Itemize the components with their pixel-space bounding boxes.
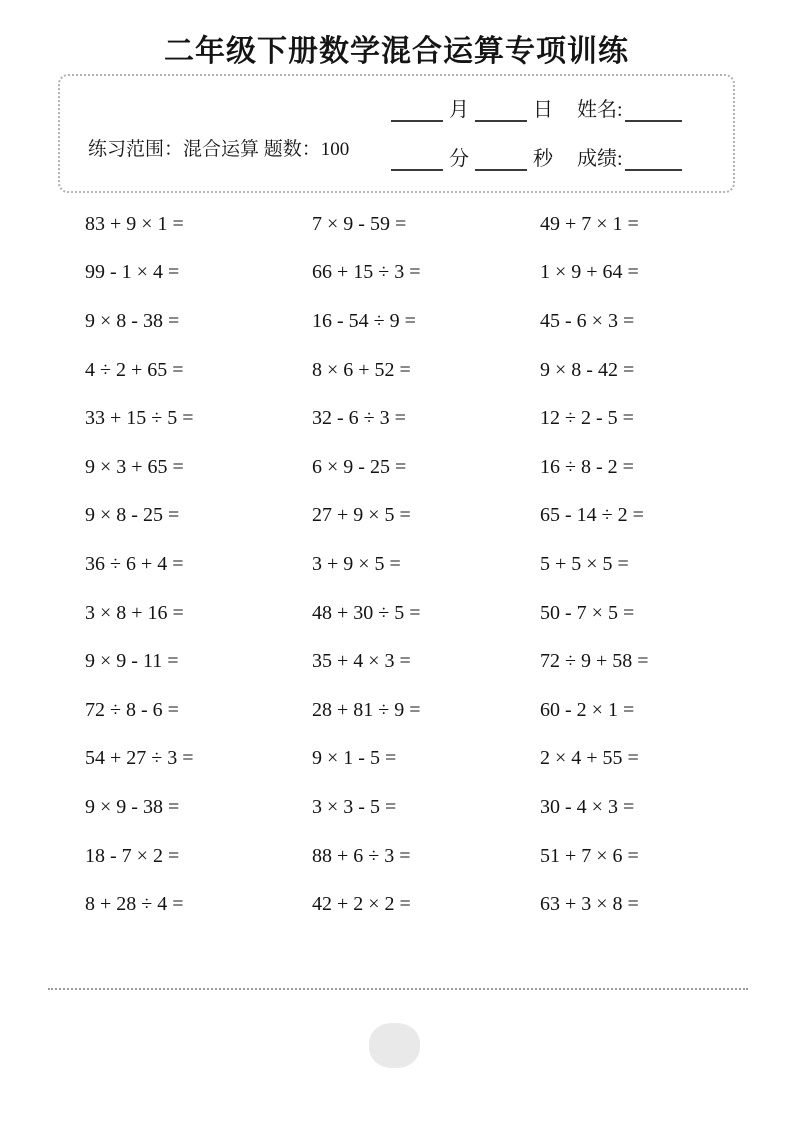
score-blank	[625, 149, 682, 171]
problem-expression: 3 × 3 - 5 =	[312, 795, 397, 818]
problem-expression: 9 × 8 - 42 =	[540, 358, 635, 381]
bottom-dashed-divider	[48, 988, 748, 990]
problem-expression: 88 + 6 ÷ 3 =	[312, 844, 411, 867]
problem-expression: 60 - 2 × 1 =	[540, 698, 635, 721]
problem-expression: 36 ÷ 6 + 4 =	[85, 552, 184, 575]
problem-expression: 51 + 7 × 6 =	[540, 844, 639, 867]
date-name-line	[391, 94, 709, 122]
problem-expression: 27 + 9 × 5 =	[312, 504, 411, 527]
page-title: 二年级下册数学混合运算专项训练	[164, 35, 629, 68]
problem-expression: 42 + 2 × 2 =	[312, 893, 411, 916]
problem-expression: 12 ÷ 2 - 5 =	[540, 407, 634, 430]
problem-expression: 9 × 9 - 11 =	[85, 650, 179, 673]
problem-expression: 8 + 28 ÷ 4 =	[85, 893, 184, 916]
problem-expression: 65 - 14 ÷ 2 =	[540, 504, 644, 527]
problem-expression: 66 + 15 ÷ 3 =	[312, 261, 421, 284]
page-footer-blob	[369, 1023, 420, 1068]
problem-expression: 28 + 81 ÷ 9 =	[312, 698, 421, 721]
problem-expression: 72 ÷ 8 - 6 =	[85, 698, 179, 721]
problem-expression: 50 - 7 × 5 =	[540, 601, 635, 624]
problem-expression: 32 - 6 ÷ 3 =	[312, 407, 406, 430]
header-fields	[391, 94, 709, 171]
problem-expression: 8 × 6 + 52 =	[312, 358, 411, 381]
seconds-label: 秒	[533, 148, 553, 170]
problem-expression: 9 × 8 - 25 =	[85, 504, 180, 527]
day-label: 日	[533, 99, 553, 121]
problem-expression: 3 × 8 + 16 =	[85, 601, 184, 624]
problem-expression: 9 × 9 - 38 =	[85, 795, 180, 818]
problem-expression: 72 ÷ 9 + 58 =	[540, 650, 649, 673]
problem-expression: 2 × 4 + 55 =	[540, 747, 639, 770]
problem-expression: 54 + 27 ÷ 3 =	[85, 747, 194, 770]
time-score-line	[391, 143, 709, 171]
name-label: 姓名:	[577, 99, 623, 121]
problem-expression: 6 × 9 - 25 =	[312, 455, 407, 478]
problem-expression: 33 + 15 ÷ 5 =	[85, 407, 194, 430]
problem-expression: 99 - 1 × 4 =	[85, 261, 180, 284]
practice-scope-text: 练习范围：混合运算 题数：100	[88, 139, 350, 160]
problem-expression: 9 × 3 + 65 =	[85, 455, 184, 478]
problem-expression: 63 + 3 × 8 =	[540, 893, 639, 916]
problem-expression: 7 × 9 - 59 =	[312, 212, 407, 235]
problem-expression: 30 - 4 × 3 =	[540, 795, 635, 818]
problems-grid	[85, 200, 745, 929]
month-label: 月	[449, 99, 469, 121]
problem-expression: 1 × 9 + 64 =	[540, 261, 639, 284]
minutes-blank	[391, 149, 443, 171]
problem-expression: 16 ÷ 8 - 2 =	[540, 455, 634, 478]
problem-expression: 9 × 1 - 5 =	[312, 747, 397, 770]
name-blank	[625, 100, 682, 122]
problem-expression: 45 - 6 × 3 =	[540, 309, 635, 332]
problem-expression: 5 + 5 × 5 =	[540, 552, 629, 575]
seconds-blank	[475, 149, 527, 171]
minutes-label: 分	[449, 148, 469, 170]
month-blank	[391, 100, 443, 122]
score-label: 成绩:	[577, 148, 623, 170]
day-blank	[475, 100, 527, 122]
problem-expression: 9 × 8 - 38 =	[85, 309, 180, 332]
header-info-box	[58, 74, 735, 193]
problem-expression: 16 - 54 ÷ 9 =	[312, 309, 416, 332]
problem-expression: 18 - 7 × 2 =	[85, 844, 180, 867]
problem-expression: 49 + 7 × 1 =	[540, 212, 639, 235]
problem-expression: 4 ÷ 2 + 65 =	[85, 358, 184, 381]
problem-expression: 3 + 9 × 5 =	[312, 552, 401, 575]
problem-expression: 83 + 9 × 1 =	[85, 212, 184, 235]
problem-expression: 48 + 30 ÷ 5 =	[312, 601, 421, 624]
problem-expression: 35 + 4 × 3 =	[312, 650, 411, 673]
